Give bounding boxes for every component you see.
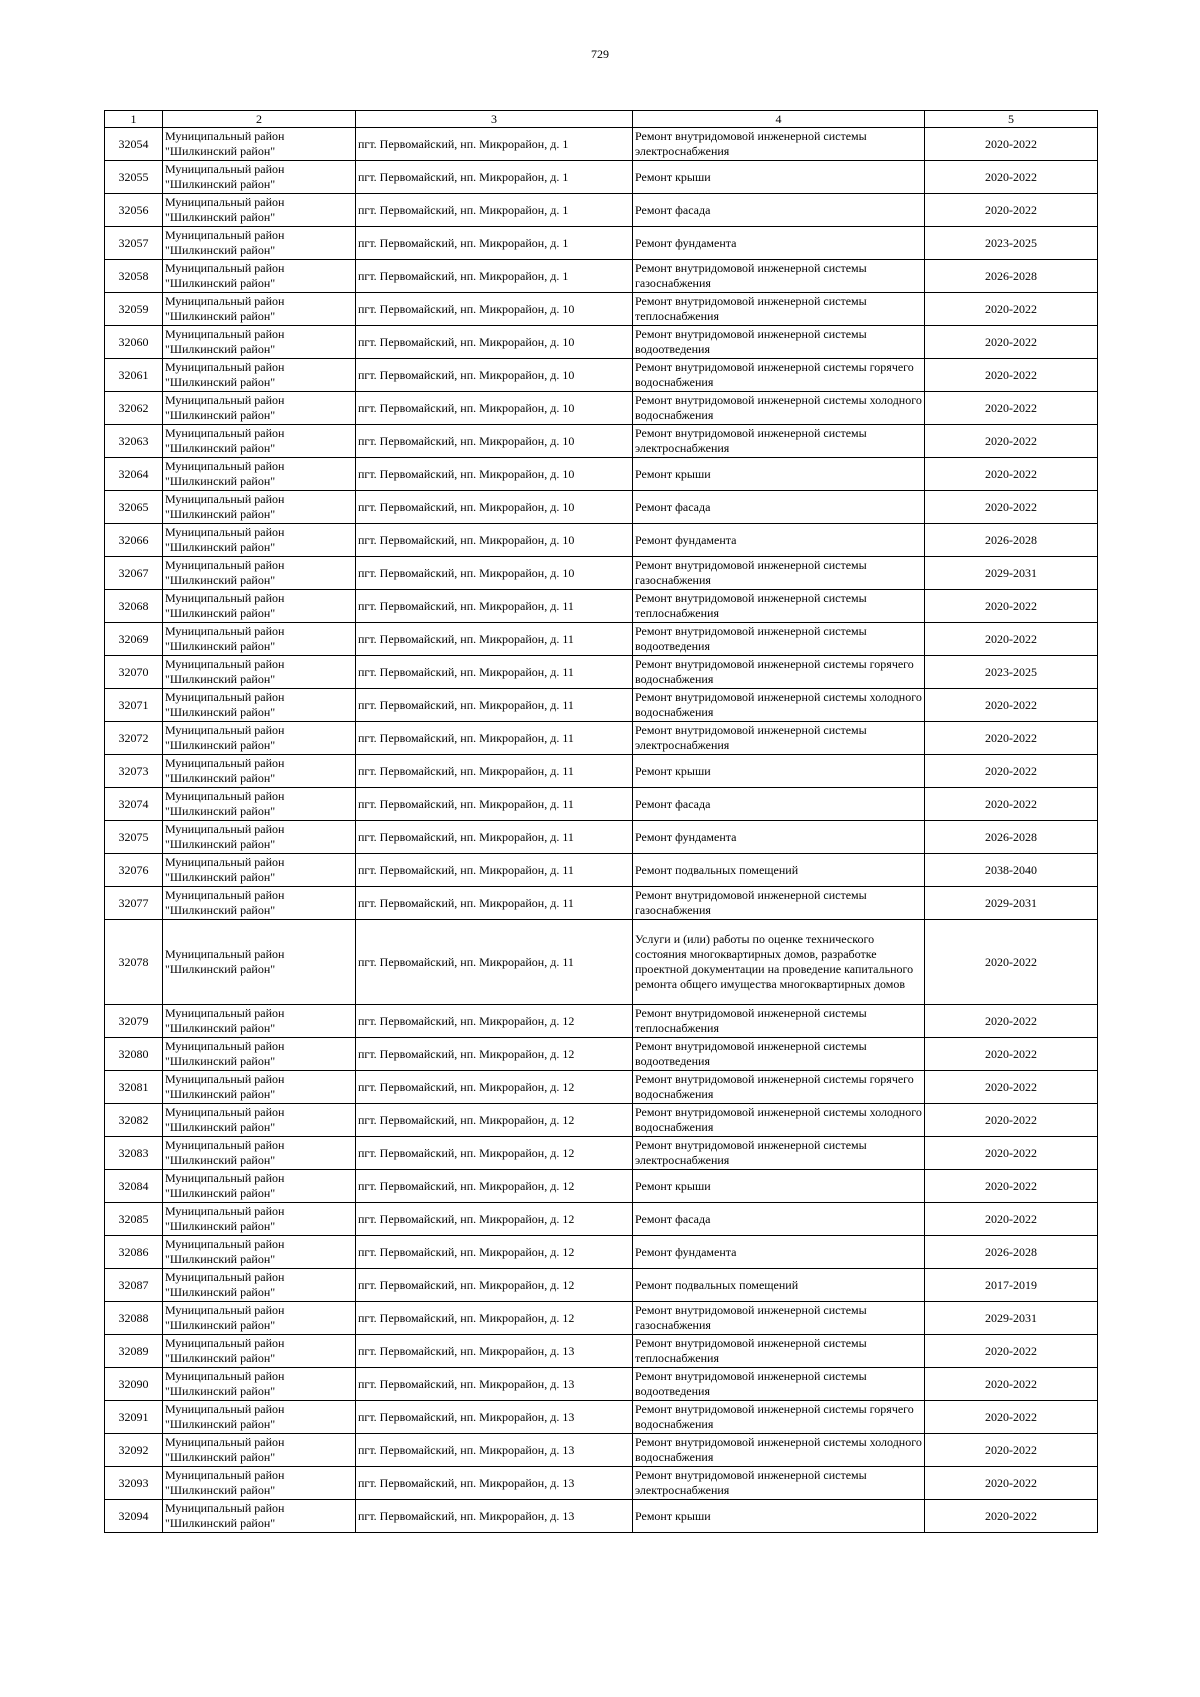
period-cell: 2029-2031	[925, 1302, 1098, 1335]
table-row	[105, 1137, 1098, 1170]
table-row	[105, 1236, 1098, 1269]
row-number: 32070	[105, 656, 163, 689]
period-cell: 2020-2022	[925, 194, 1098, 227]
period-cell: 2020-2022	[925, 1500, 1098, 1533]
address-cell: пгт. Первомайский, нп. Микрорайон, д. 12	[356, 1137, 633, 1170]
table-row	[105, 359, 1098, 392]
table-row	[105, 656, 1098, 689]
work-type-cell: Ремонт внутридомовой инженерной системы электроснабжения	[633, 1137, 925, 1170]
address-cell: пгт. Первомайский, нп. Микрорайон, д. 13	[356, 1434, 633, 1467]
row-number: 32083	[105, 1137, 163, 1170]
work-type-cell: Ремонт внутридомовой инженерной системы горячего водоснабжения	[633, 656, 925, 689]
address-cell: пгт. Первомайский, нп. Микрорайон, д. 11	[356, 722, 633, 755]
municipality-cell: Муниципальный район "Шилкинский район"	[163, 227, 356, 260]
table-row	[105, 821, 1098, 854]
address-cell: пгт. Первомайский, нп. Микрорайон, д. 12	[356, 1302, 633, 1335]
row-number: 32063	[105, 425, 163, 458]
table-row	[105, 689, 1098, 722]
work-type-cell: Ремонт фундамента	[633, 821, 925, 854]
table-row	[105, 1335, 1098, 1368]
address-cell: пгт. Первомайский, нп. Микрорайон, д. 11	[356, 623, 633, 656]
period-cell: 2020-2022	[925, 458, 1098, 491]
row-number: 32066	[105, 524, 163, 557]
period-cell: 2020-2022	[925, 425, 1098, 458]
work-type-cell: Ремонт внутридомовой инженерной системы электроснабжения	[633, 1467, 925, 1500]
row-number: 32055	[105, 161, 163, 194]
row-number: 32091	[105, 1401, 163, 1434]
row-number: 32081	[105, 1071, 163, 1104]
period-cell: 2020-2022	[925, 755, 1098, 788]
municipality-cell: Муниципальный район "Шилкинский район"	[163, 260, 356, 293]
period-cell: 2020-2022	[925, 293, 1098, 326]
municipality-cell: Муниципальный район "Шилкинский район"	[163, 293, 356, 326]
table-row	[105, 458, 1098, 491]
table-row	[105, 227, 1098, 260]
row-number: 32068	[105, 590, 163, 623]
address-cell: пгт. Первомайский, нп. Микрорайон, д. 11	[356, 854, 633, 887]
work-type-cell: Ремонт фундамента	[633, 1236, 925, 1269]
period-cell: 2029-2031	[925, 887, 1098, 920]
table-row	[105, 161, 1098, 194]
work-type-cell: Ремонт внутридомовой инженерной системы теплоснабжения	[633, 293, 925, 326]
work-type-cell: Ремонт внутридомовой инженерной системы электроснабжения	[633, 722, 925, 755]
work-type-cell: Ремонт фасада	[633, 788, 925, 821]
address-cell: пгт. Первомайский, нп. Микрорайон, д. 1	[356, 260, 633, 293]
period-cell: 2020-2022	[925, 1071, 1098, 1104]
address-cell: пгт. Первомайский, нп. Микрорайон, д. 12	[356, 1005, 633, 1038]
municipality-cell: Муниципальный район "Шилкинский район"	[163, 425, 356, 458]
period-cell: 2020-2022	[925, 326, 1098, 359]
municipality-cell: Муниципальный район "Шилкинский район"	[163, 1170, 356, 1203]
address-cell: пгт. Первомайский, нп. Микрорайон, д. 1	[356, 161, 633, 194]
work-type-cell: Ремонт внутридомовой инженерной системы водоотведения	[633, 326, 925, 359]
column-header-1: 1	[105, 111, 163, 128]
work-type-cell: Ремонт крыши	[633, 755, 925, 788]
row-number: 32074	[105, 788, 163, 821]
period-cell: 2020-2022	[925, 1203, 1098, 1236]
row-number: 32058	[105, 260, 163, 293]
table-row	[105, 854, 1098, 887]
municipality-cell: Муниципальный район "Шилкинский район"	[163, 1071, 356, 1104]
row-number: 32089	[105, 1335, 163, 1368]
table-row	[105, 887, 1098, 920]
table-row	[105, 1269, 1098, 1302]
municipality-cell: Муниципальный район "Шилкинский район"	[163, 557, 356, 590]
municipality-cell: Муниципальный район "Шилкинский район"	[163, 194, 356, 227]
municipality-cell: Муниципальный район "Шилкинский район"	[163, 920, 356, 1005]
municipality-cell: Муниципальный район "Шилкинский район"	[163, 854, 356, 887]
row-number: 32072	[105, 722, 163, 755]
column-header-2: 2	[163, 111, 356, 128]
row-number: 32060	[105, 326, 163, 359]
work-type-cell: Ремонт внутридомовой инженерной системы холодного водоснабжения	[633, 1104, 925, 1137]
table-row	[105, 590, 1098, 623]
work-type-cell: Ремонт внутридомовой инженерной системы холодного водоснабжения	[633, 689, 925, 722]
row-number: 32092	[105, 1434, 163, 1467]
municipality-cell: Муниципальный район "Шилкинский район"	[163, 1038, 356, 1071]
address-cell: пгт. Первомайский, нп. Микрорайон, д. 10	[356, 293, 633, 326]
municipality-cell: Муниципальный район "Шилкинский район"	[163, 1005, 356, 1038]
row-number: 32076	[105, 854, 163, 887]
municipality-cell: Муниципальный район "Шилкинский район"	[163, 491, 356, 524]
table-row	[105, 1434, 1098, 1467]
work-type-cell: Ремонт крыши	[633, 1500, 925, 1533]
address-cell: пгт. Первомайский, нп. Микрорайон, д. 13	[356, 1401, 633, 1434]
page-number: 729	[591, 47, 609, 61]
row-number: 32078	[105, 920, 163, 1005]
municipality-cell: Муниципальный район "Шилкинский район"	[163, 821, 356, 854]
municipality-cell: Муниципальный район "Шилкинский район"	[163, 1203, 356, 1236]
work-type-cell: Ремонт крыши	[633, 1170, 925, 1203]
address-cell: пгт. Первомайский, нп. Микрорайон, д. 12	[356, 1071, 633, 1104]
table-row	[105, 1401, 1098, 1434]
column-number-row	[105, 111, 1098, 128]
row-number: 32084	[105, 1170, 163, 1203]
row-number: 32088	[105, 1302, 163, 1335]
period-cell: 2020-2022	[925, 1368, 1098, 1401]
table-row	[105, 557, 1098, 590]
period-cell: 2023-2025	[925, 227, 1098, 260]
municipality-cell: Муниципальный район "Шилкинский район"	[163, 1368, 356, 1401]
table-row	[105, 524, 1098, 557]
period-cell: 2020-2022	[925, 722, 1098, 755]
period-cell: 2020-2022	[925, 590, 1098, 623]
address-cell: пгт. Первомайский, нп. Микрорайон, д. 12	[356, 1170, 633, 1203]
municipality-cell: Муниципальный район "Шилкинский район"	[163, 1500, 356, 1533]
work-type-cell: Ремонт внутридомовой инженерной системы водоотведения	[633, 1368, 925, 1401]
row-number: 32085	[105, 1203, 163, 1236]
address-cell: пгт. Первомайский, нп. Микрорайон, д. 10	[356, 524, 633, 557]
period-cell: 2020-2022	[925, 1467, 1098, 1500]
row-number: 32090	[105, 1368, 163, 1401]
period-cell: 2020-2022	[925, 128, 1098, 161]
municipality-cell: Муниципальный район "Шилкинский район"	[163, 887, 356, 920]
address-cell: пгт. Первомайский, нп. Микрорайон, д. 11	[356, 788, 633, 821]
table-row	[105, 1104, 1098, 1137]
address-cell: пгт. Первомайский, нп. Микрорайон, д. 11	[356, 590, 633, 623]
work-type-cell: Ремонт внутридомовой инженерной системы газоснабжения	[633, 557, 925, 590]
municipality-cell: Муниципальный район "Шилкинский район"	[163, 590, 356, 623]
work-type-cell: Ремонт внутридомовой инженерной системы водоотведения	[633, 623, 925, 656]
address-cell: пгт. Первомайский, нп. Микрорайон, д. 11	[356, 755, 633, 788]
address-cell: пгт. Первомайский, нп. Микрорайон, д. 11	[356, 656, 633, 689]
work-type-cell: Ремонт внутридомовой инженерной системы водоотведения	[633, 1038, 925, 1071]
work-type-cell: Ремонт внутридомовой инженерной системы горячего водоснабжения	[633, 1071, 925, 1104]
row-number: 32082	[105, 1104, 163, 1137]
period-cell: 2026-2028	[925, 1236, 1098, 1269]
municipality-cell: Муниципальный район "Шилкинский район"	[163, 359, 356, 392]
table-row	[105, 1071, 1098, 1104]
address-cell: пгт. Первомайский, нп. Микрорайон, д. 10	[356, 425, 633, 458]
table-row	[105, 623, 1098, 656]
column-header-5: 5	[925, 111, 1098, 128]
work-type-cell: Ремонт внутридомовой инженерной системы электроснабжения	[633, 425, 925, 458]
municipality-cell: Муниципальный район "Шилкинский район"	[163, 1467, 356, 1500]
municipality-cell: Муниципальный район "Шилкинский район"	[163, 1137, 356, 1170]
row-number: 32056	[105, 194, 163, 227]
municipality-cell: Муниципальный район "Шилкинский район"	[163, 392, 356, 425]
period-cell: 2020-2022	[925, 1104, 1098, 1137]
municipality-cell: Муниципальный район "Шилкинский район"	[163, 689, 356, 722]
work-type-cell: Ремонт внутридомовой инженерной системы газоснабжения	[633, 260, 925, 293]
period-cell: 2026-2028	[925, 524, 1098, 557]
address-cell: пгт. Первомайский, нп. Микрорайон, д. 10	[356, 458, 633, 491]
period-cell: 2020-2022	[925, 392, 1098, 425]
address-cell: пгт. Первомайский, нп. Микрорайон, д. 13	[356, 1335, 633, 1368]
table-row	[105, 491, 1098, 524]
table-row	[105, 1038, 1098, 1071]
row-number: 32054	[105, 128, 163, 161]
work-type-cell: Ремонт фундамента	[633, 227, 925, 260]
table-row	[105, 392, 1098, 425]
table-row	[105, 293, 1098, 326]
work-type-cell: Ремонт подвальных помещений	[633, 1269, 925, 1302]
row-number: 32094	[105, 1500, 163, 1533]
municipality-cell: Муниципальный район "Шилкинский район"	[163, 755, 356, 788]
work-type-cell: Ремонт подвальных помещений	[633, 854, 925, 887]
work-type-cell: Ремонт внутридомовой инженерной системы теплоснабжения	[633, 1005, 925, 1038]
row-number: 32071	[105, 689, 163, 722]
row-number: 32059	[105, 293, 163, 326]
municipality-cell: Муниципальный район "Шилкинский район"	[163, 788, 356, 821]
municipality-cell: Муниципальный район "Шилкинский район"	[163, 326, 356, 359]
row-number: 32075	[105, 821, 163, 854]
table-row	[105, 194, 1098, 227]
work-type-cell: Ремонт внутридомовой инженерной системы холодного водоснабжения	[633, 1434, 925, 1467]
table-row	[105, 128, 1098, 161]
table-row	[105, 1467, 1098, 1500]
period-cell: 2020-2022	[925, 920, 1098, 1005]
period-cell: 2029-2031	[925, 557, 1098, 590]
period-cell: 2026-2028	[925, 260, 1098, 293]
municipality-cell: Муниципальный район "Шилкинский район"	[163, 623, 356, 656]
work-type-cell: Ремонт фасада	[633, 491, 925, 524]
period-cell: 2020-2022	[925, 1401, 1098, 1434]
table-row	[105, 326, 1098, 359]
municipality-cell: Муниципальный район "Шилкинский район"	[163, 161, 356, 194]
repair-schedule-table	[104, 110, 1098, 1533]
municipality-cell: Муниципальный район "Шилкинский район"	[163, 1434, 356, 1467]
row-number: 32067	[105, 557, 163, 590]
period-cell: 2020-2022	[925, 623, 1098, 656]
period-cell: 2020-2022	[925, 1038, 1098, 1071]
table-row	[105, 1203, 1098, 1236]
row-number: 32061	[105, 359, 163, 392]
table-row	[105, 788, 1098, 821]
table-row	[105, 1500, 1098, 1533]
address-cell: пгт. Первомайский, нп. Микрорайон, д. 10	[356, 557, 633, 590]
municipality-cell: Муниципальный район "Шилкинский район"	[163, 656, 356, 689]
table-row	[105, 1170, 1098, 1203]
period-cell: 2020-2022	[925, 1170, 1098, 1203]
period-cell: 2020-2022	[925, 1335, 1098, 1368]
period-cell: 2020-2022	[925, 1005, 1098, 1038]
address-cell: пгт. Первомайский, нп. Микрорайон, д. 12	[356, 1236, 633, 1269]
work-type-cell: Ремонт внутридомовой инженерной системы газоснабжения	[633, 887, 925, 920]
work-type-cell: Ремонт крыши	[633, 458, 925, 491]
table-row	[105, 1302, 1098, 1335]
period-cell: 2017-2019	[925, 1269, 1098, 1302]
row-number: 32080	[105, 1038, 163, 1071]
table-row	[105, 1368, 1098, 1401]
table-row	[105, 722, 1098, 755]
work-type-cell: Ремонт внутридомовой инженерной системы теплоснабжения	[633, 1335, 925, 1368]
municipality-cell: Муниципальный район "Шилкинский район"	[163, 1335, 356, 1368]
row-number: 32079	[105, 1005, 163, 1038]
column-header-4: 4	[633, 111, 925, 128]
row-number: 32077	[105, 887, 163, 920]
work-type-cell: Ремонт внутридомовой инженерной системы горячего водоснабжения	[633, 359, 925, 392]
address-cell: пгт. Первомайский, нп. Микрорайон, д. 13	[356, 1467, 633, 1500]
table-row	[105, 1005, 1098, 1038]
address-cell: пгт. Первомайский, нп. Микрорайон, д. 11	[356, 821, 633, 854]
row-number: 32093	[105, 1467, 163, 1500]
work-type-cell: Ремонт фасада	[633, 194, 925, 227]
table-body	[105, 128, 1098, 1533]
period-cell: 2020-2022	[925, 161, 1098, 194]
municipality-cell: Муниципальный район "Шилкинский район"	[163, 1269, 356, 1302]
municipality-cell: Муниципальный район "Шилкинский район"	[163, 1302, 356, 1335]
address-cell: пгт. Первомайский, нп. Микрорайон, д. 12	[356, 1203, 633, 1236]
municipality-cell: Муниципальный район "Шилкинский район"	[163, 1104, 356, 1137]
table-row	[105, 260, 1098, 293]
period-cell: 2020-2022	[925, 359, 1098, 392]
work-type-cell: Ремонт внутридомовой инженерной системы горячего водоснабжения	[633, 1401, 925, 1434]
work-type-cell: Ремонт фасада	[633, 1203, 925, 1236]
municipality-cell: Муниципальный район "Шилкинский район"	[163, 458, 356, 491]
period-cell: 2020-2022	[925, 1137, 1098, 1170]
address-cell: пгт. Первомайский, нп. Микрорайон, д. 13	[356, 1500, 633, 1533]
address-cell: пгт. Первомайский, нп. Микрорайон, д. 12	[356, 1038, 633, 1071]
row-number: 32087	[105, 1269, 163, 1302]
municipality-cell: Муниципальный район "Шилкинский район"	[163, 524, 356, 557]
row-number: 32065	[105, 491, 163, 524]
work-type-cell: Услуги и (или) работы по оценке технического состояния многоквартирных домов, разработке проектной документации на проведение капитального ремонта общего имущества многоквартирных домов	[633, 920, 925, 1005]
address-cell: пгт. Первомайский, нп. Микрорайон, д. 13	[356, 1368, 633, 1401]
work-type-cell: Ремонт внутридомовой инженерной системы газоснабжения	[633, 1302, 925, 1335]
period-cell: 2038-2040	[925, 854, 1098, 887]
address-cell: пгт. Первомайский, нп. Микрорайон, д. 10	[356, 359, 633, 392]
work-type-cell: Ремонт крыши	[633, 161, 925, 194]
table-row	[105, 920, 1098, 1005]
work-type-cell: Ремонт внутридомовой инженерной системы теплоснабжения	[633, 590, 925, 623]
address-cell: пгт. Первомайский, нп. Микрорайон, д. 11	[356, 689, 633, 722]
address-cell: пгт. Первомайский, нп. Микрорайон, д. 10	[356, 326, 633, 359]
column-header-3: 3	[356, 111, 633, 128]
address-cell: пгт. Первомайский, нп. Микрорайон, д. 10	[356, 491, 633, 524]
address-cell: пгт. Первомайский, нп. Микрорайон, д. 1	[356, 194, 633, 227]
period-cell: 2023-2025	[925, 656, 1098, 689]
row-number: 32064	[105, 458, 163, 491]
table-row	[105, 425, 1098, 458]
work-type-cell: Ремонт фундамента	[633, 524, 925, 557]
municipality-cell: Муниципальный район "Шилкинский район"	[163, 1236, 356, 1269]
row-number: 32069	[105, 623, 163, 656]
address-cell: пгт. Первомайский, нп. Микрорайон, д. 1	[356, 227, 633, 260]
row-number: 32062	[105, 392, 163, 425]
row-number: 32057	[105, 227, 163, 260]
period-cell: 2020-2022	[925, 689, 1098, 722]
address-cell: пгт. Первомайский, нп. Микрорайон, д. 11	[356, 887, 633, 920]
period-cell: 2020-2022	[925, 1434, 1098, 1467]
municipality-cell: Муниципальный район "Шилкинский район"	[163, 128, 356, 161]
address-cell: пгт. Первомайский, нп. Микрорайон, д. 10	[356, 392, 633, 425]
row-number: 32086	[105, 1236, 163, 1269]
table-row	[105, 755, 1098, 788]
period-cell: 2026-2028	[925, 821, 1098, 854]
period-cell: 2020-2022	[925, 788, 1098, 821]
address-cell: пгт. Первомайский, нп. Микрорайон, д. 1	[356, 128, 633, 161]
row-number: 32073	[105, 755, 163, 788]
address-cell: пгт. Первомайский, нп. Микрорайон, д. 12	[356, 1269, 633, 1302]
municipality-cell: Муниципальный район "Шилкинский район"	[163, 1401, 356, 1434]
address-cell: пгт. Первомайский, нп. Микрорайон, д. 11	[356, 920, 633, 1005]
work-type-cell: Ремонт внутридомовой инженерной системы холодного водоснабжения	[633, 392, 925, 425]
work-type-cell: Ремонт внутридомовой инженерной системы электроснабжения	[633, 128, 925, 161]
municipality-cell: Муниципальный район "Шилкинский район"	[163, 722, 356, 755]
address-cell: пгт. Первомайский, нп. Микрорайон, д. 12	[356, 1104, 633, 1137]
period-cell: 2020-2022	[925, 491, 1098, 524]
